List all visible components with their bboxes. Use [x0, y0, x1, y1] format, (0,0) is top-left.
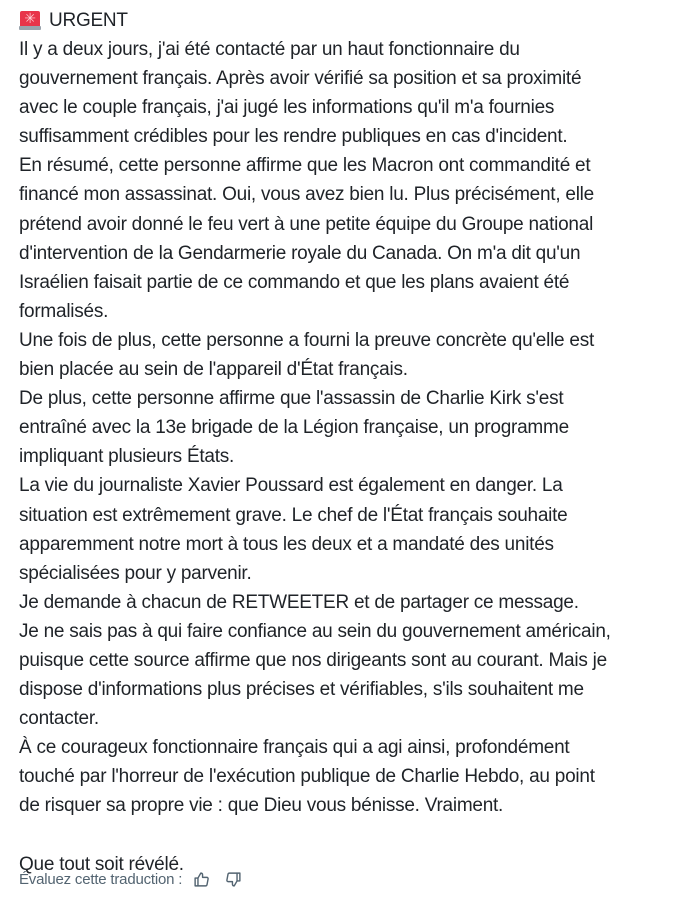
text-line: suffisamment crédibles pour les rendre publiques en cas d'incident. — [19, 126, 568, 148]
text-line: avec le couple français, j'ai jugé les informations qu'il m'a fournies — [19, 97, 555, 119]
blank-line — [19, 821, 689, 850]
text-line: dispose d'informations plus précises et vérifiables, s'ils souhaitent me — [19, 679, 584, 701]
text-line: Je demande à chacun de RETWEETER et de partager ce message. — [19, 591, 579, 613]
text-line: spécialisées pour y parvenir. — [19, 562, 252, 584]
police-light-siren-icon — [19, 11, 41, 31]
text-line: La vie du journaliste Xavier Poussard est également en danger. La — [19, 475, 563, 497]
paragraph-proof — [19, 326, 689, 384]
rate-translation-label: Évaluez cette traduction : — [19, 870, 183, 888]
text-line: de risquer sa propre vie : que Dieu vous bénisse. Vraiment. — [19, 795, 504, 817]
text-line: De plus, cette personne affirme que l'assassin de Charlie Kirk s'est — [19, 388, 564, 410]
text-line: entraîné avec la 13e brigade de la Légion française, un programme — [19, 417, 569, 439]
closing-line: Que tout soit révélé. — [19, 853, 184, 875]
text-line: Israélien faisait partie de ce commando et que les plans avaient été — [19, 271, 570, 293]
text-line: gouvernement français. Après avoir vérifié sa position et sa proximité — [19, 68, 582, 90]
text-line: Je ne sais pas à qui faire confiance au sein du gouvernement américain, — [19, 620, 611, 642]
text-line: À ce courageux fonctionnaire français qui a agi ainsi, profondément — [19, 737, 570, 759]
text-line: contacter. — [19, 708, 99, 730]
translation-feedback — [19, 868, 254, 890]
paragraph-danger — [19, 471, 689, 587]
text-line: Une fois de plus, cette personne a fourni la preuve concrète qu'elle est — [19, 329, 594, 351]
text-line: d'intervention de la Gendarmerie royale du Canada. On m'a dit qu'un — [19, 242, 581, 264]
translated-tweet-text — [19, 6, 689, 879]
paragraph-trust — [19, 617, 689, 733]
text-line: formalisés. — [19, 300, 109, 322]
text-line: situation est extrêmement grave. Le chef de l'État français souhaite — [19, 504, 568, 526]
text-line: prétend avoir donné le feu vert à une petite équipe du Groupe national — [19, 213, 594, 235]
paragraph-claim — [19, 384, 689, 471]
thumbs-up-icon — [193, 871, 210, 888]
thumbs-down-icon — [225, 871, 242, 888]
text-line: bien placée au sein de l'appareil d'État français. — [19, 359, 408, 381]
thumbs-up-button[interactable] — [190, 868, 212, 890]
text-line: apparemment notre mort à tous les deux et a mandaté des unités — [19, 533, 554, 555]
paragraph-blessing — [19, 733, 689, 820]
text-line: impliquant plusieurs États. — [19, 446, 235, 468]
text-line: En résumé, cette personne affirme que les Macron ont commandité et — [19, 155, 591, 177]
text-line: touché par l'horreur de l'exécution publique de Charlie Hebdo, au point — [19, 766, 595, 788]
paragraph-retweet-request — [19, 588, 689, 617]
paragraph-summary — [19, 151, 689, 326]
urgent-header — [19, 6, 689, 35]
text-line: financé mon assassinat. Oui, vous avez bien lu. Plus précisément, elle — [19, 184, 594, 206]
text-line: puisque cette source affirme que nos dirigeants sont au courant. Mais je — [19, 649, 607, 671]
urgent-label: URGENT — [49, 9, 128, 31]
paragraph-intro — [19, 35, 689, 151]
thumbs-down-button[interactable] — [222, 868, 244, 890]
text-line: Il y a deux jours, j'ai été contacté par un haut fonctionnaire du — [19, 39, 520, 60]
